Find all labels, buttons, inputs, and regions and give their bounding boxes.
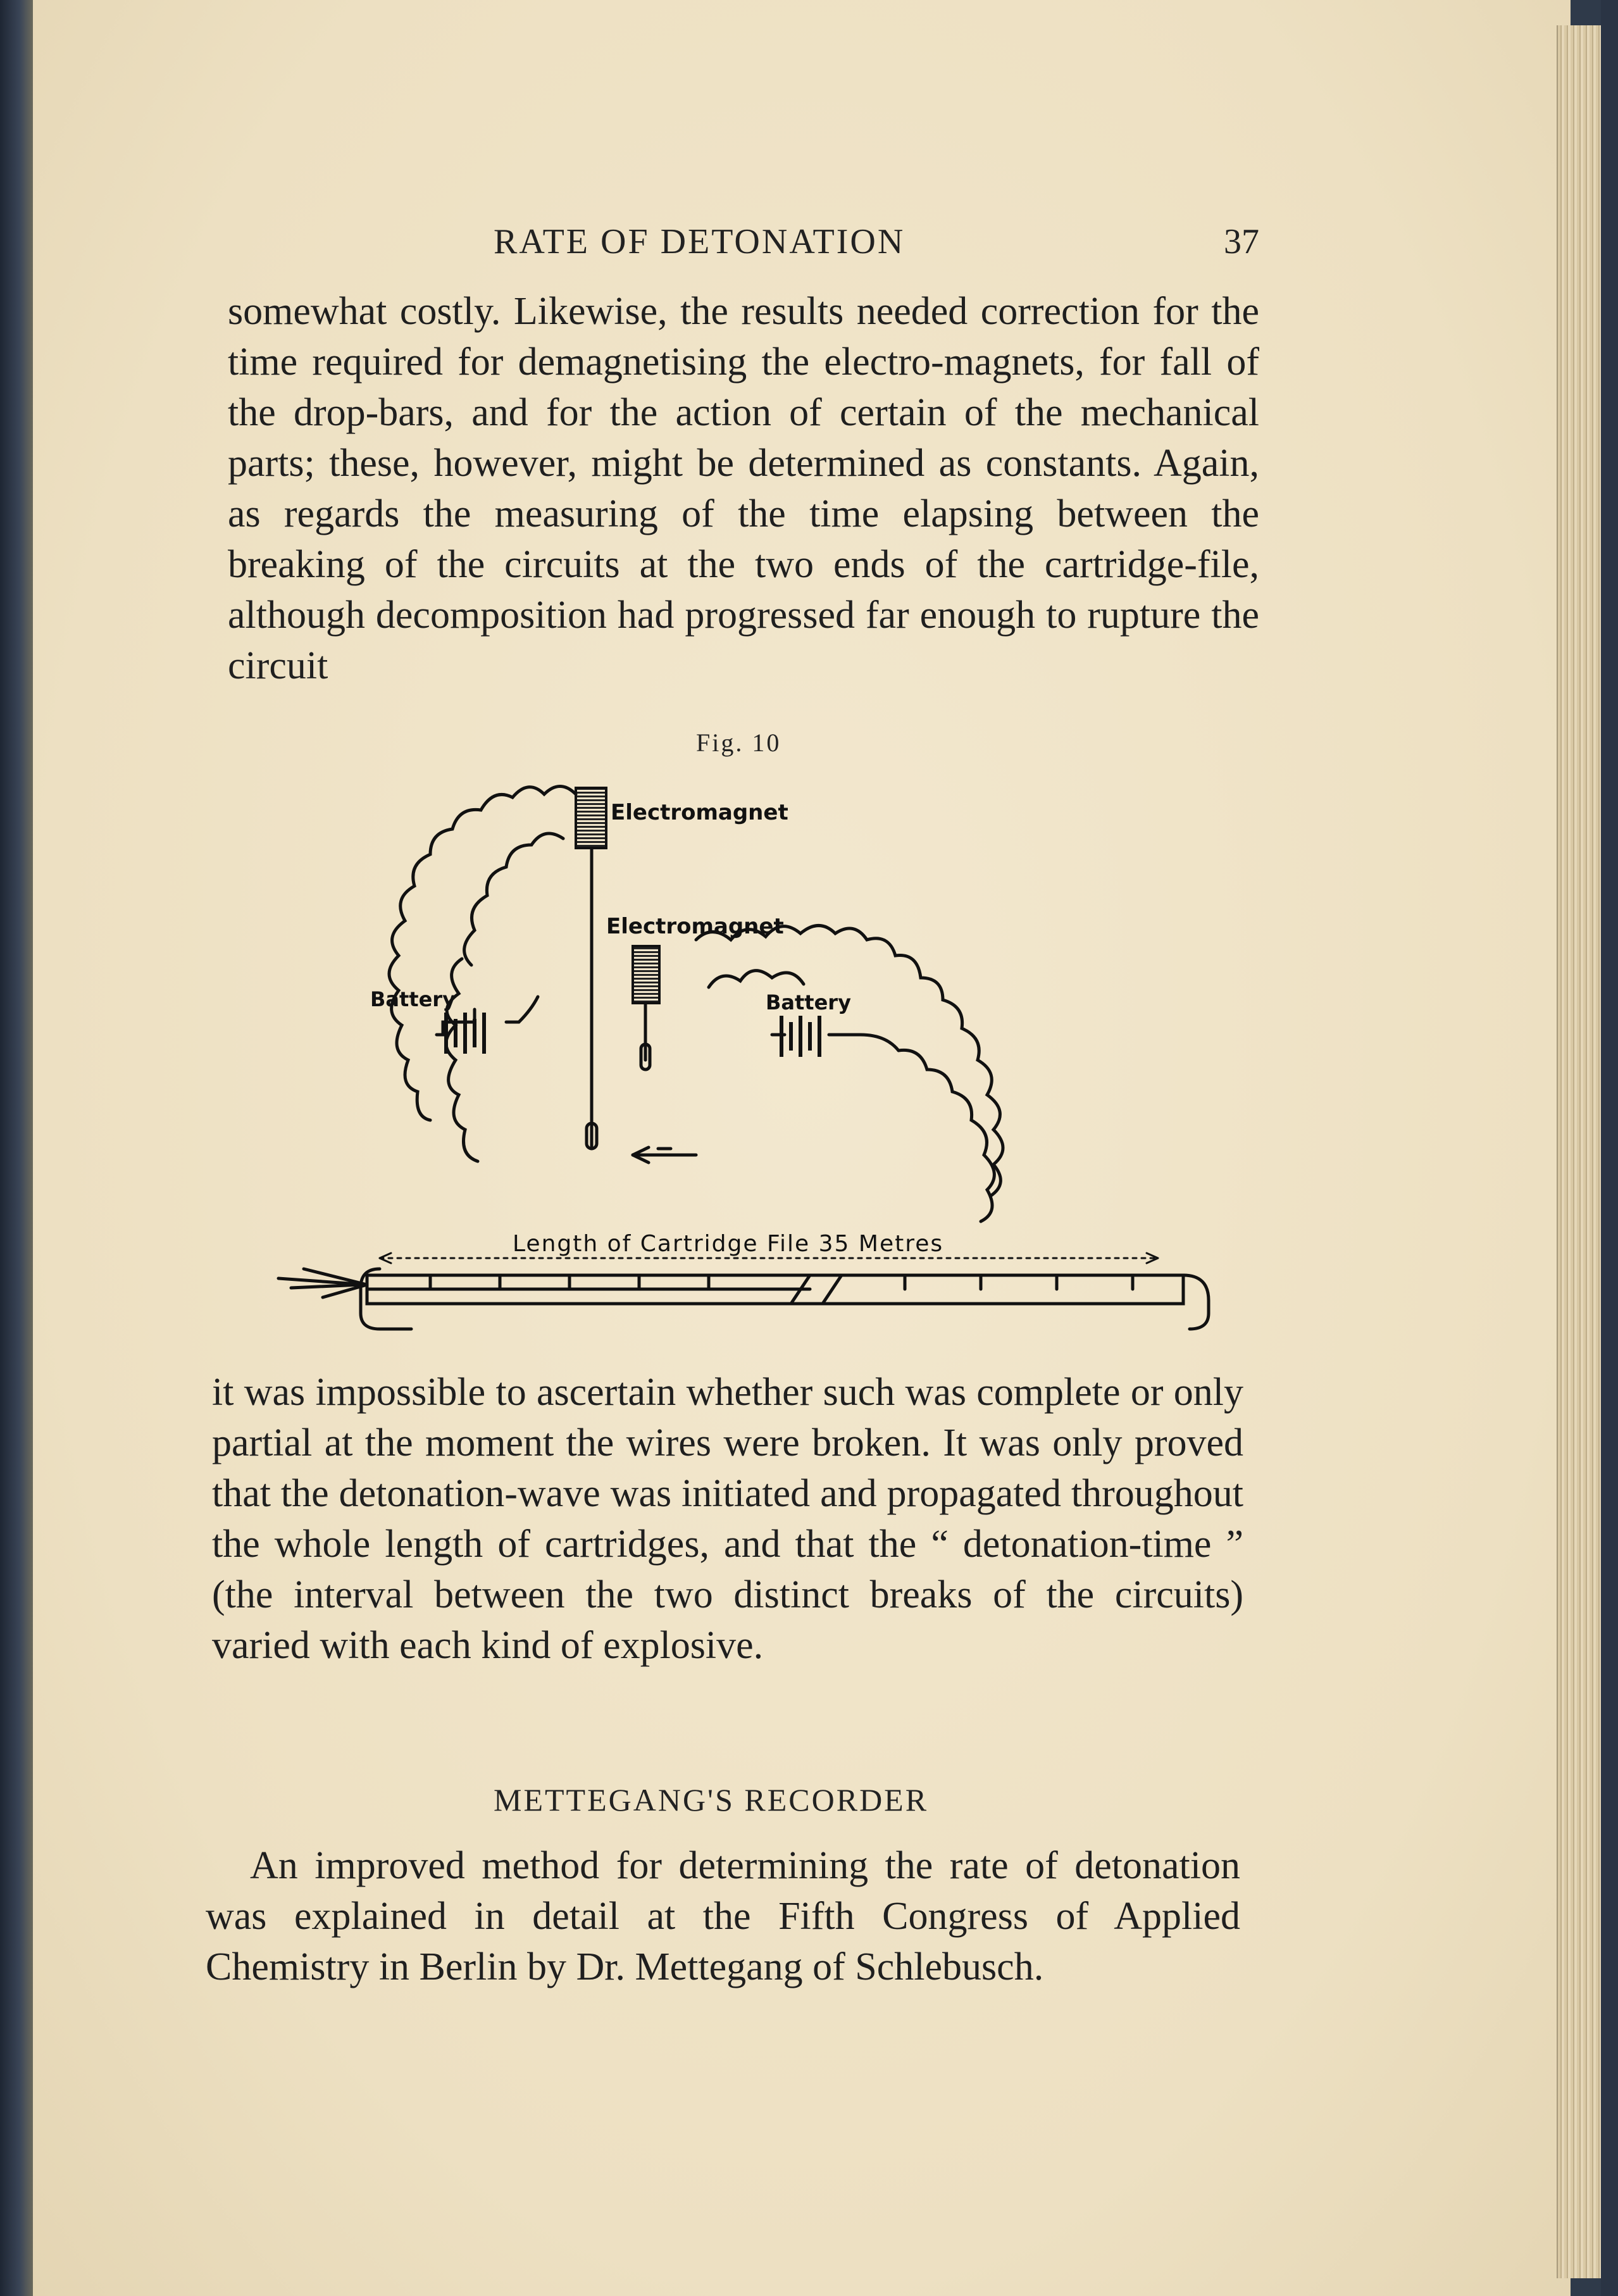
label-battery-1: Battery <box>370 987 456 1011</box>
coiled-wire-left-inner <box>446 833 563 1161</box>
label-battery-2: Battery <box>766 990 851 1014</box>
page-header <box>221 221 1259 272</box>
label-electromagnet-2: Electromagnet <box>606 914 784 939</box>
book-cover-right <box>1601 0 1618 2296</box>
page-number: 37 <box>1224 222 1259 261</box>
label-electromagnet-1: Electromagnet <box>611 800 788 825</box>
running-title: RATE OF DETONATION <box>494 222 905 261</box>
label-cartridge-length: Length of Cartridge File 35 Metres <box>513 1231 944 1257</box>
battery-2 <box>781 1016 819 1057</box>
coiled-wire-right-inner <box>709 971 994 1221</box>
book-spine-left <box>0 0 33 2296</box>
paragraph-1: somewhat costly. Likewise, the results needed correction for the time required for demagnetising the electro-magnets, for fall of the drop-bars, and for the action of certain of the mechanical parts; these, however, might be determined as constants. Again, as regards the measuring of the time elapsing between the breaking of the circuits at the two ends of the cartridge-file, although decomposition had progressed far enough to rupture the circuit <box>228 290 1259 687</box>
electromagnet-1-coil <box>576 788 606 848</box>
electromagnet-2-coil <box>633 946 659 1003</box>
detonation-circuit-diagram <box>266 769 1253 1357</box>
coiled-wire-left-outer <box>389 787 576 1121</box>
coiled-wire-right-outer <box>696 926 1003 1197</box>
paragraph-2: it was impossible to ascertain whether such was complete or only partial at the moment the wires were broken. It was only proved that the detonation-wave was initiated and propagated throughout the whole length of cartridges, and that the “ detonation-time ” (the interval between the two distinct breaks of the circuits) varied with each kind of explosive. <box>212 1371 1243 1667</box>
figure-caption: Fig. 10 <box>696 728 781 757</box>
battery-1 <box>446 1013 484 1054</box>
section-heading: METTEGANG'S RECORDER <box>494 1782 929 1818</box>
paragraph-3: An improved method for determining the rate of detonation was explained in detail at the Fifth Congress of Applied Chemistry in Berlin by Dr. Mettegang of Schlebusch. <box>206 1844 1240 1988</box>
